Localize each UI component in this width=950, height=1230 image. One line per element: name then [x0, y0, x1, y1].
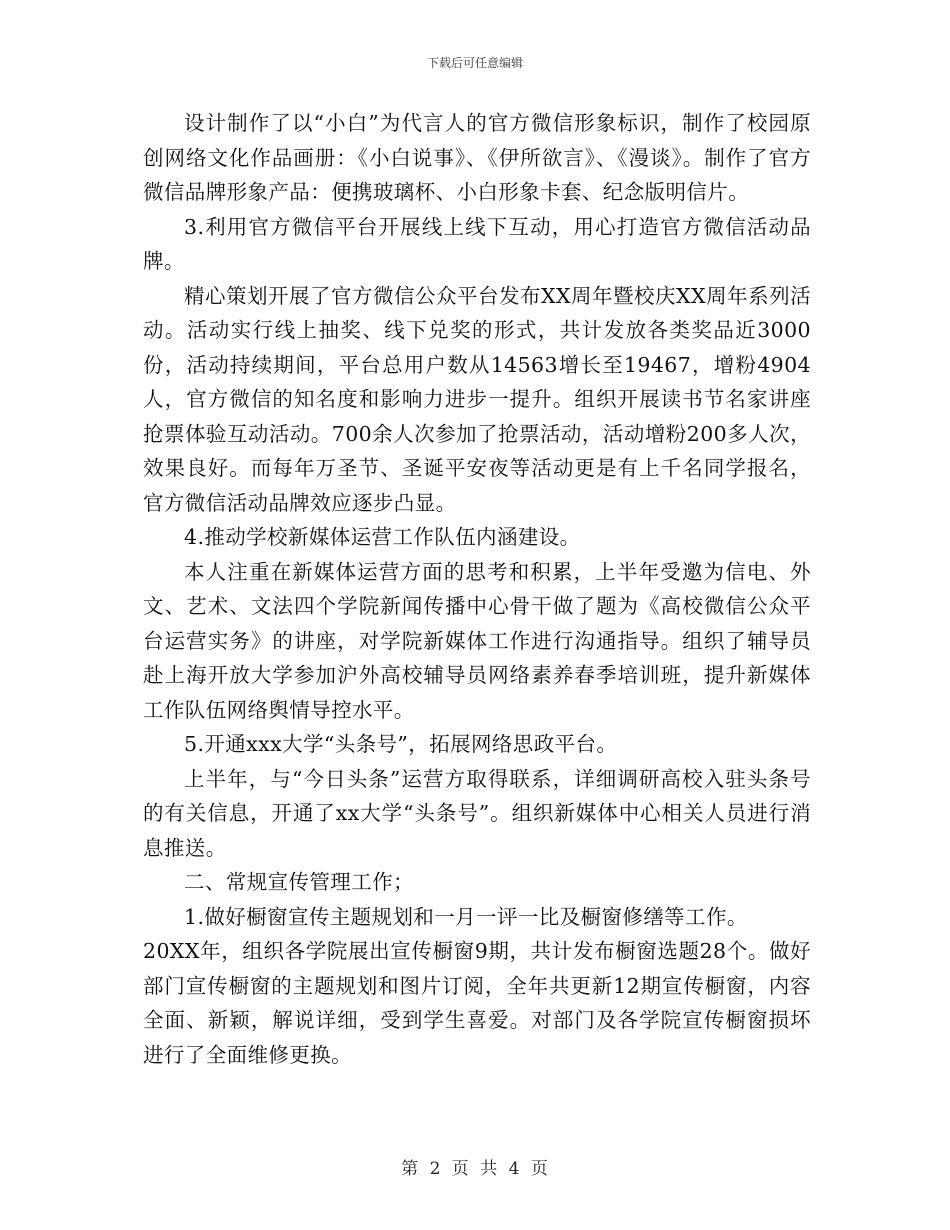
paragraph-heading-5: 5.开通xxx大学“头条号”，拓展网络思政平台。 [184, 732, 618, 756]
paragraph-brand-design: 设计制作了以“小白”为代言人的官方微信形象标识，制作了校园原创网络文化作品画册：《小白说事》、《伊所欲言》、《漫谈》。制作了官方微信品牌形象产品：便携玻璃杯、小白形象卡套、纪念版明信片。 [143, 111, 811, 204]
document-body [143, 106, 811, 1072]
paragraph-heading-4: 4.推动学校新媒体运营工作队伍内涵建设。 [184, 525, 581, 549]
paragraph-heading-3: 3.利用官方微信平台开展线上线下互动，用心打造官方微信活动品牌。 [143, 214, 811, 273]
paragraph-heading-1: 1.做好橱窗宣传主题规划和一月一评一比及橱窗修缮等工作。 [184, 904, 748, 929]
paragraph-campaign: 精心策划开展了官方微信公众平台发布XX周年暨校庆XX周年系列活动。活动实行线上抽奖、线下兑奖的形式，共计发放各类奖品近3000份，活动持续期间，平台总用户数从14563增长至19467，增粉4904人，官方微信的知名度和影响力进步一提升。组织开展读书节名家讲座抢票体验互动活动。700余人次参加了抢票活动，活动增粉200多人次，效果良好。而每年万圣节、圣诞平安夜等活动更是有上千名同学报名，官方微信活动品牌效应逐步凸显。 [143, 283, 811, 515]
page-number: 第 2 页 共 4 页 [401, 1159, 549, 1179]
header-note: 下载后可任意编辑 [426, 56, 523, 70]
section-heading-routine: 二、常规宣传管理工作； [184, 870, 414, 894]
paragraph-toutiao: 上半年，与“今日头条”运营方取得联系，详细调研高校入驻头条号的有关信息，开通了xx大学“头条号”。组织新媒体中心相关人员进行消息推送。 [143, 766, 811, 860]
paragraph-showcase: 20XX年，组织各学院展出宣传橱窗9期，共计发布橱窗选题28个。做好部门宣传橱窗的主题规划和图片订阅，全年共更新12期宣传橱窗，内容全面、新颖，解说详细，受到学生喜爱。对部门及各学院宣传橱窗损坏进行了全面维修更换。 [143, 939, 811, 1067]
paragraph-team-building: 本人注重在新媒体运营方面的思考和积累，上半年受邀为信电、外文、艺术、文法四个学院新闻传播中心骨干做了题为《高校微信公众平台运营实务》的讲座，对学院新媒体工作进行沟通指导。组织了辅导员赴上海开放大学参加沪外高校辅导员网络素养春季培训班，提升新媒体工作队伍网络舆情导控水平。 [143, 559, 811, 722]
